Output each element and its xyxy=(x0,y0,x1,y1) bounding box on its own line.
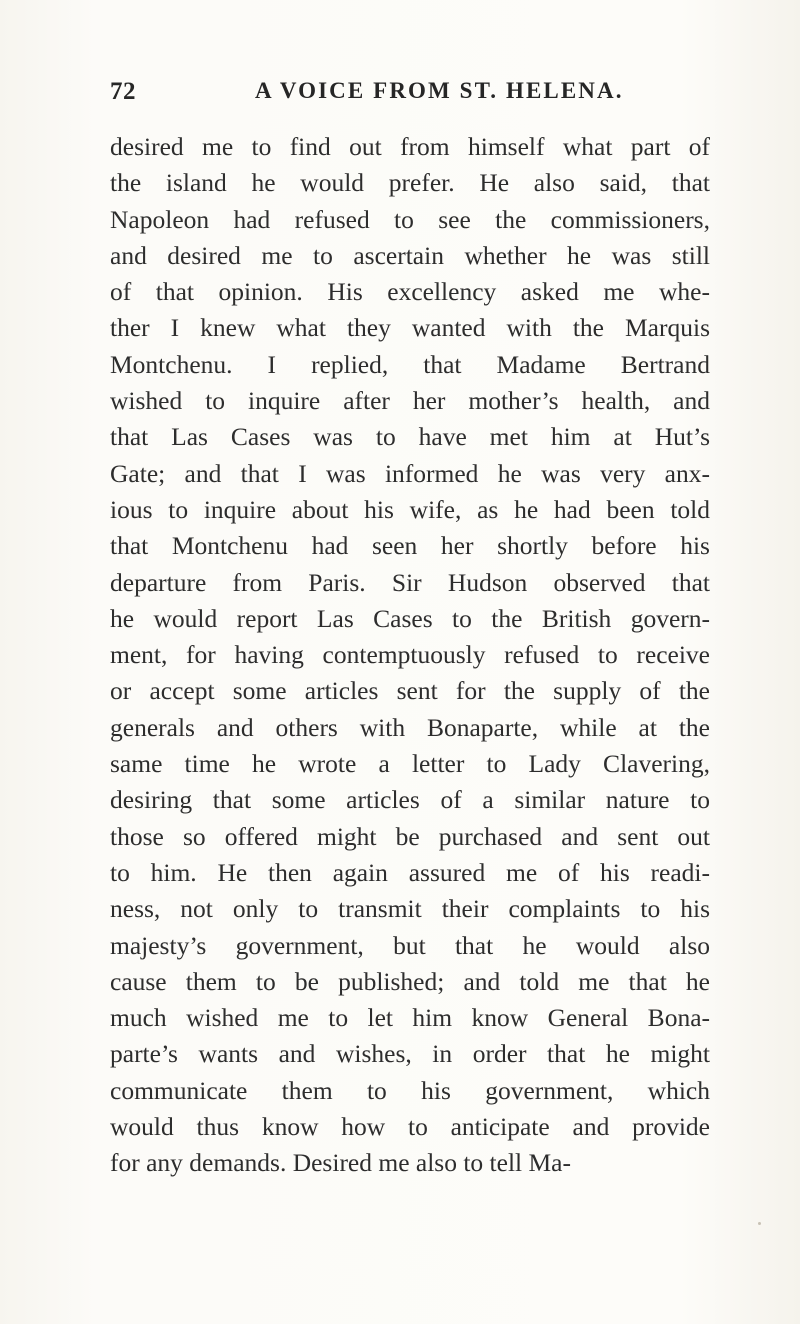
text-line: those so offered might be purchased and sent out xyxy=(110,821,710,851)
text-line: desiring that some articles of a similar nature to xyxy=(110,785,710,815)
paper-speck xyxy=(758,1222,761,1225)
text-line: parte’s wants and wishes, in order that he might xyxy=(110,1039,710,1069)
text-line: of that opinion. His excellency asked me whe- xyxy=(110,277,710,307)
text-line: ious to inquire about his wife, as he had been told xyxy=(110,494,710,524)
text-line: the island he would prefer. He also said, that xyxy=(110,168,710,198)
text-line: wished to inquire after her mother’s health, and xyxy=(110,386,710,416)
page-header xyxy=(110,78,705,108)
text-line: majesty’s government, but that he would also xyxy=(110,930,710,960)
text-line: Gate; and that I was informed he was very anx- xyxy=(110,458,710,488)
text-line: cause them to be published; and told me that he xyxy=(110,966,710,996)
text-line: departure from Paris. Sir Hudson observed that xyxy=(110,567,710,597)
text-line: for any demands. Desired me also to tell Ma- xyxy=(110,1148,571,1178)
page-number: 72 xyxy=(110,78,136,105)
text-line: Napoleon had refused to see the commissioners, xyxy=(110,204,710,234)
text-line: ther I knew what they wanted with the Marquis xyxy=(110,313,710,343)
text-line: or accept some articles sent for the supply of the xyxy=(110,676,710,706)
text-line: communicate them to his government, which xyxy=(110,1075,710,1105)
running-title: A VOICE FROM ST. HELENA. xyxy=(255,78,624,103)
text-line: generals and others with Bonaparte, while at the xyxy=(110,712,710,742)
text-line: that Las Cases was to have met him at Hut’s xyxy=(110,422,710,452)
text-line: same time he wrote a letter to Lady Clavering, xyxy=(110,749,710,779)
text-line: much wished me to let him know General Bona- xyxy=(110,1003,710,1033)
text-line: ness, not only to transmit their complaints to his xyxy=(110,894,710,924)
text-line: and desired me to ascertain whether he was still xyxy=(110,240,710,270)
text-line: ment, for having contemptuously refused to receive xyxy=(110,640,710,670)
text-line: would thus know how to anticipate and provide xyxy=(110,1112,710,1142)
text-line: he would report Las Cases to the British govern- xyxy=(110,603,710,633)
text-line: to him. He then again assured me of his readi- xyxy=(110,857,710,887)
body-text xyxy=(110,129,710,1182)
text-line: that Montchenu had seen her shortly before his xyxy=(110,531,710,561)
text-line: desired me to find out from himself what part of xyxy=(110,132,710,161)
text-line: Montchenu. I replied, that Madame Bertrand xyxy=(110,349,710,379)
